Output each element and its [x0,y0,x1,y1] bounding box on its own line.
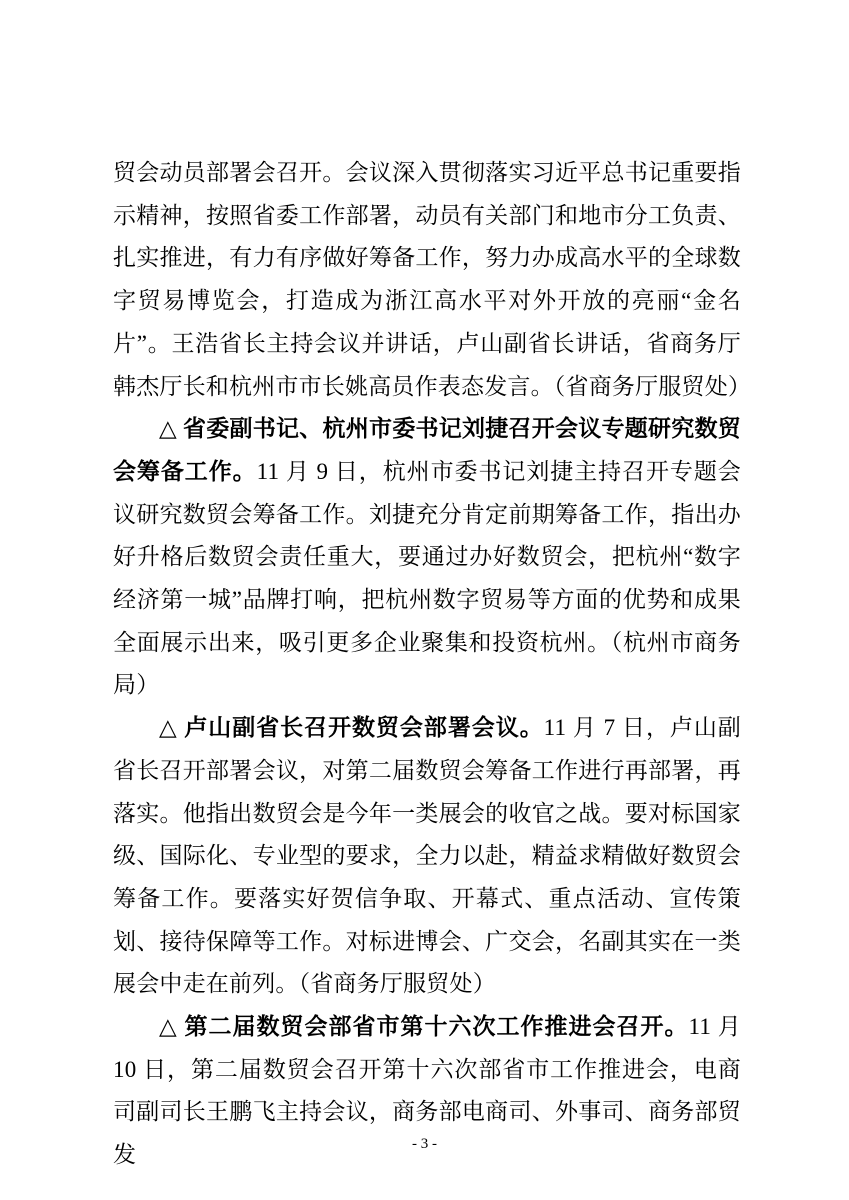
paragraph [113,408,741,707]
paragraph-body: 11 月 7 日，卢山副省长召开部署会议，对第二届数贸会筹备工作进行再部署，再落实。他指出数贸会是今年一类展会的收官之战。要对标国家级、国际化、专业型的要求，全力以赴，精益求精做好数贸会筹备工作。要落实好贺信争取、开幕式、重点活动、宣传策划、接待保障等工作。对标进博会、广交会，名副其实在一类展会中走在前列。（省商务厅服贸处） [113,715,742,997]
page-footer [0,1136,849,1153]
paragraph-body: 11 月 9 日，杭州市委书记刘捷主持召开专题会议研究数贸会筹备工作。刘捷充分肯定前期筹备工作，指出办好升格后数贸会责任重大，要通过办好数贸会，把杭州“数字经济第一城”品牌打响，把杭州数字贸易等方面的优势和成果全面展示出来，吸引更多企业聚集和投资杭州。（杭州市商务局） [113,458,741,698]
paragraph-heading: △ 省委副书记、杭州市委书记刘捷召开会议专题研究数贸会筹备工作。 [113,416,741,484]
document-body [113,152,752,1177]
paragraph-heading: △ 卢山副省长召开数贸会部署会议。 [159,715,544,741]
paragraph [113,152,752,408]
page-number: - 3 - [412,1136,437,1152]
paragraph-body: 11 月 10 日，第二届数贸会召开第十六次部省市工作推进会，电商司副司长王鹏飞主持会议，商务部电商司、外事司、商务部贸发 [113,1014,741,1168]
paragraph-body: 贸会动员部署会召开。会议深入贯彻落实习近平总书记重要指示精神，按照省委工作部署，动员有关部门和地市分工负责、扎实推进，有力有序做好筹备工作，努力办成高水平的全球数字贸易博览会，打造成为浙江高水平对外开放的亮丽“金名片”。王浩省长主持会议并讲话，卢山副省长讲话，省商务厅韩杰厅长和杭州市市长姚高员作表态发言。（省商务厅服贸处） [113,160,752,399]
paragraph-heading: △ 第二届数贸会部省市第十六次工作推进会召开。 [159,1014,689,1040]
paragraph [113,707,741,1006]
